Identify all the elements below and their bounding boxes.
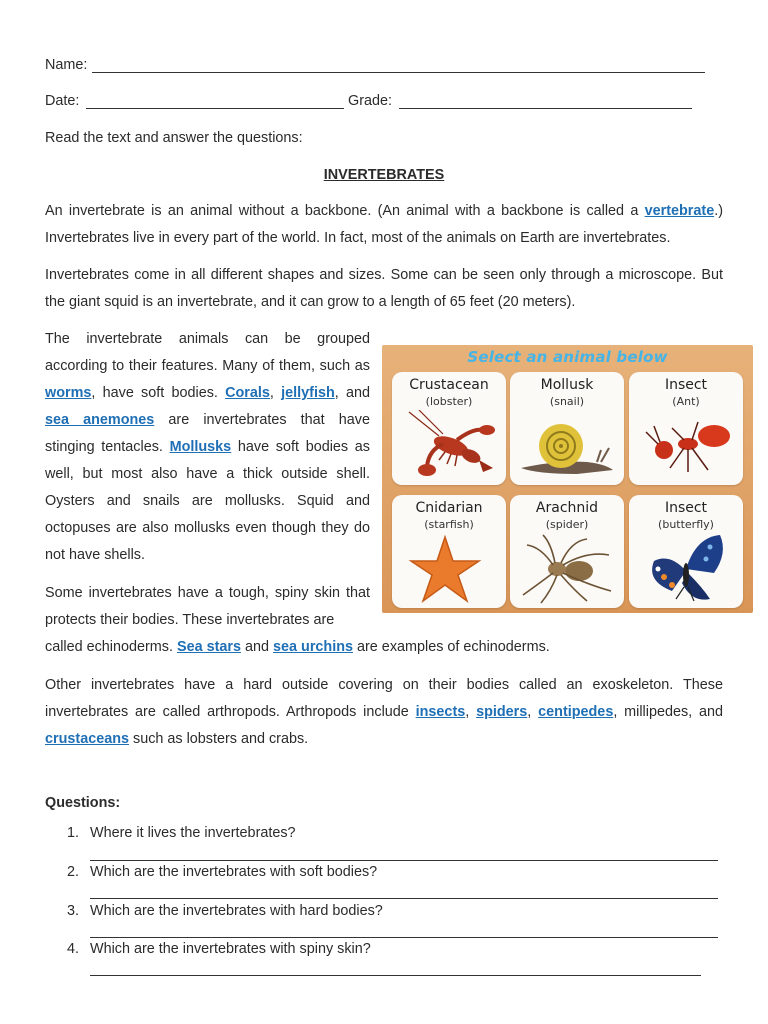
answer-line-4[interactable]: [90, 975, 701, 976]
p3-text: The invertebrate animals can be grouped according to their features. Many of them, such as: [45, 331, 370, 374]
p5-text-3: ,: [527, 704, 539, 720]
question-number: 4.: [67, 941, 80, 957]
paragraph-4-part-1: Some invertebrates have a tough, spiny skin that protects their bodies. These invertebrates are: [45, 585, 370, 628]
name-field[interactable]: [92, 72, 705, 73]
p3-text-4: , and: [334, 385, 370, 401]
date-field[interactable]: [86, 108, 344, 109]
question-text: Where it lives the invertebrates?: [90, 825, 296, 841]
lobster-icon: [399, 410, 499, 482]
p5-text-4: , millipedes, and: [613, 704, 724, 720]
spider-icon: [517, 533, 617, 605]
answer-line-1[interactable]: [90, 860, 718, 861]
p3-text-6: have soft bodies as well, but most also have a thick outside shell. Oysters and snails are mollusks. Squid and octopuses are also mollusks even though they do not have shells.: [45, 439, 370, 563]
p1-text-2: .) Invertebrates live in every part of the world. In fact, most of the animals on Earth are invertebrates.: [45, 203, 723, 246]
p5-text: Other invertebrates have a hard outside covering on their bodies called an exoskeleton. These invertebrates are called arthropods. Arthropods include: [45, 677, 723, 720]
p3-text-5: are invertebrates that have stinging tentacles.: [45, 412, 370, 455]
paragraph-5: [45, 672, 723, 753]
card-sub: (lobster): [425, 395, 473, 408]
animal-selector-panel: [382, 345, 753, 613]
p1-text: An invertebrate is an animal without a backbone. (An animal with a backbone is called a: [45, 203, 645, 219]
question-number: 1.: [67, 825, 80, 841]
link-mollusks[interactable]: Mollusks: [169, 439, 232, 455]
link-crustaceans[interactable]: crustaceans: [45, 731, 129, 747]
card-mollusk[interactable]: [510, 372, 624, 485]
card-crustacean[interactable]: [392, 372, 506, 485]
card-name: Mollusk: [540, 377, 594, 393]
p3-text-2: , have soft bodies.: [91, 385, 226, 401]
card-sub: (Ant): [672, 395, 700, 408]
card-name: Crustacean: [409, 377, 489, 393]
p3-text-3: ,: [269, 385, 282, 401]
card-sub: (butterfly): [658, 518, 714, 531]
snail-icon: [517, 410, 617, 482]
paragraph-1: [45, 198, 723, 252]
link-jellyfish[interactable]: jellyfish: [281, 385, 335, 401]
p5-text-2: ,: [465, 704, 477, 720]
starfish-icon: [399, 533, 499, 605]
question-text: Which are the invertebrates with hard bodies?: [90, 903, 383, 919]
p4-text-2: and: [241, 639, 274, 655]
link-worms[interactable]: worms: [45, 385, 92, 401]
questions-heading: Questions:: [45, 795, 121, 811]
card-cnidarian[interactable]: [392, 495, 506, 608]
card-insect-butterfly[interactable]: [629, 495, 743, 608]
question-text: Which are the invertebrates with soft bodies?: [90, 864, 378, 880]
p4-text-3: are examples of echinoderms.: [353, 639, 550, 655]
card-sub: (starfish): [424, 518, 474, 531]
link-sea-anemones[interactable]: sea anemones: [45, 412, 155, 428]
ant-icon: [636, 410, 736, 482]
butterfly-icon: [636, 533, 736, 605]
card-arachnid[interactable]: [510, 495, 624, 608]
paragraph-2: Invertebrates come in all different shapes and sizes. Some can be seen only through a microscope. But the giant squid is an invertebrate, and it can grow to a length of 65 feet (20 meters).: [45, 267, 723, 310]
card-name: Cnidarian: [415, 500, 483, 516]
card-sub: (spider): [545, 518, 589, 531]
paragraph-4-part-2: [45, 634, 723, 661]
card-sub: (snail): [549, 395, 585, 408]
card-insect-ant[interactable]: [629, 372, 743, 485]
question-number: 3.: [67, 903, 80, 919]
p4-text: called echinoderms.: [45, 639, 177, 655]
p5-text-5: such as lobsters and crabs.: [129, 731, 309, 747]
card-name: Arachnid: [535, 500, 599, 516]
link-corals[interactable]: Corals: [225, 385, 270, 401]
answer-line-3[interactable]: [90, 937, 718, 938]
link-spiders[interactable]: spiders: [476, 704, 528, 720]
grade-label: Grade:: [348, 93, 392, 109]
card-name: Insect: [664, 500, 708, 516]
grade-field[interactable]: [399, 108, 692, 109]
link-sea-stars[interactable]: Sea stars: [176, 639, 241, 655]
link-vertebrate[interactable]: vertebrate: [644, 203, 715, 219]
question-number: 2.: [67, 864, 80, 880]
date-label: Date:: [45, 93, 80, 109]
page-title: INVERTEBRATES: [323, 167, 445, 183]
link-centipedes[interactable]: centipedes: [538, 704, 614, 720]
paragraph-3: [45, 326, 370, 569]
panel-title: Select an animal below: [467, 348, 668, 366]
question-text: Which are the invertebrates with spiny skin?: [90, 941, 371, 957]
card-name: Insect: [664, 377, 708, 393]
answer-line-2[interactable]: [90, 898, 718, 899]
instruction: Read the text and answer the questions:: [45, 130, 303, 146]
link-sea-urchins[interactable]: sea urchins: [273, 639, 354, 655]
name-label: Name:: [45, 57, 88, 73]
link-insects[interactable]: insects: [415, 704, 466, 720]
